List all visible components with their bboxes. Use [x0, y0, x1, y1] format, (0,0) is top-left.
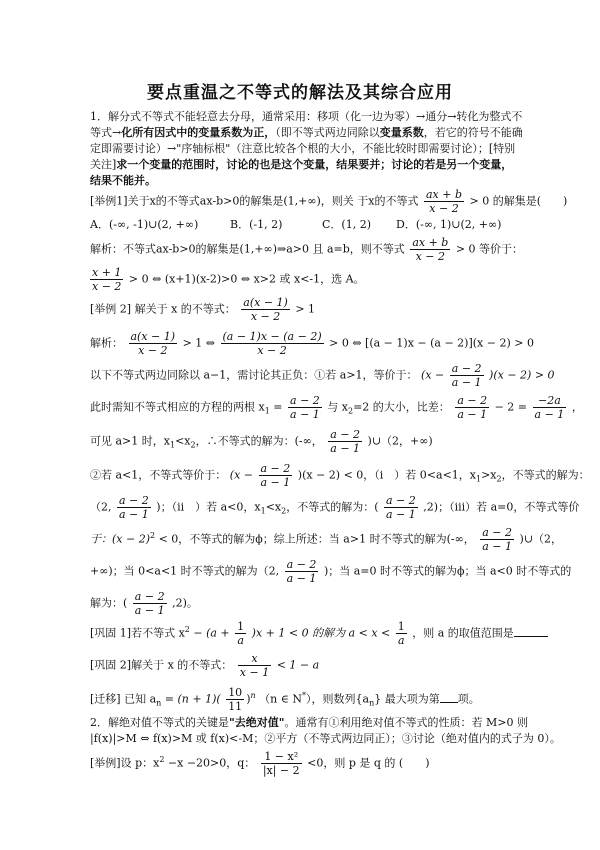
text: 项。 [457, 692, 480, 706]
numerator: a(x − 1) [130, 330, 176, 343]
text: ②若 a<1，不等式等价于： [90, 468, 227, 482]
example-2-step-6 [90, 494, 579, 521]
text: −x −20>0，q： [164, 756, 256, 770]
example-3 [90, 750, 430, 777]
superscript: 2 [159, 754, 165, 764]
text: ，不等式的解为： [501, 468, 590, 482]
fraction [288, 394, 322, 421]
denominator: a − 1 [534, 408, 565, 421]
text: )；当 a=0 时不等式的解为ϕ；当 a<0 时不等式的 [323, 564, 572, 578]
fraction [450, 362, 484, 389]
bold-text: "去绝对值" [229, 716, 285, 729]
superscript: * [302, 690, 306, 700]
text: [迁移] 已知 a [90, 692, 157, 706]
numerator: a − 2 [286, 558, 317, 571]
text: < 0，不等式的解为ϕ；综上所述：当 a>1 时不等式的解为(-∞， [155, 532, 475, 546]
example-2-step-9 [90, 590, 198, 617]
text: ,2)；（iii）若 a=0，不等式等价 [423, 500, 580, 514]
text: 解析：不等式ax-b>0的解集是(1,+∞)⇒a>0 且 a=b，则不等式 [90, 242, 405, 256]
denominator: a − 1 [386, 508, 416, 521]
text: [举例 2] 解关于 x 的不等式： [90, 302, 236, 316]
text: （n ∈ N [259, 692, 302, 706]
subscript: 2 [496, 474, 502, 484]
text: （2, [90, 500, 112, 514]
denominator: a − 1 [330, 442, 361, 455]
denominator: a − 1 [119, 508, 149, 521]
subscript: 1 [260, 506, 266, 516]
subscript: 1 [264, 406, 270, 416]
numerator: a − 2 [451, 362, 482, 375]
intro-text: 等式→ [90, 126, 122, 139]
fraction [480, 526, 514, 553]
intro-text: （即不等式两边同除以 [275, 126, 380, 139]
text: [巩固 1]若不等式 x [90, 626, 185, 640]
numerator: x [238, 652, 271, 666]
option-d: D．(-∞, 1)∪(2, +∞) [396, 218, 502, 231]
superscript: n [250, 690, 256, 700]
example-2-question [90, 296, 315, 323]
example-2-step-1 [90, 330, 534, 357]
denominator: x − 2 [257, 344, 287, 357]
numerator: x + 1 [92, 266, 122, 279]
numerator: ax + b [412, 236, 449, 249]
denominator: a − 1 [482, 540, 513, 553]
numerator: 10 [228, 686, 243, 699]
text: )∪（2，+∞) [367, 434, 433, 448]
text: 于：(x − 2) [90, 532, 150, 546]
fraction [90, 266, 123, 293]
numerator: 1 [397, 620, 405, 633]
denominator: x − 2 [415, 250, 446, 263]
text: 解析： [90, 336, 123, 350]
text: ) [246, 692, 251, 706]
example-1-solution-2 [90, 266, 365, 293]
example-2-step-8 [90, 558, 571, 585]
text: 以下不等式两边同除以 a−1，需讨论其正负：①若 a>1，等价于： [90, 368, 418, 382]
fraction [396, 620, 407, 647]
text: 解为：( [90, 596, 128, 610]
numerator: a − 2 [260, 462, 291, 475]
page-title: 要点重温之不等式的解法及其综合应用 [147, 83, 453, 103]
text: ，∴不等式的解为：(-∞， [195, 434, 323, 448]
example-2-step-2 [90, 362, 555, 389]
text: =2 的大小，比差： [353, 400, 450, 414]
text: 2．解绝对值不等式的关键是 [90, 716, 229, 729]
example-1-question [90, 188, 567, 215]
fraction [285, 558, 319, 585]
text: (x − [421, 368, 445, 382]
text: [巩固 2]解关于 x 的不等式： [90, 658, 233, 672]
denominator: x − 2 [92, 280, 122, 293]
subscript: n [156, 698, 162, 708]
text: >x [481, 468, 497, 482]
fraction [455, 394, 489, 421]
intro-line-3: 定即需要讨论）→"序轴标根"（注意比较各个根的大小，不能比较时即需要讨论）；[特别 [90, 142, 516, 155]
text: <x [265, 500, 282, 514]
fraction [235, 620, 246, 647]
denominator: a − 1 [290, 408, 320, 421]
fraction [117, 494, 151, 521]
fraction [241, 296, 290, 323]
example-2-step-4 [90, 428, 433, 455]
fraction [328, 428, 362, 455]
numerator: −2a [533, 394, 567, 408]
text: > 0 ⇔ [(a − 1)x − (a − 2)](x − 2) > 0 [329, 336, 534, 350]
denominator: x − 1 [239, 666, 270, 679]
option-a: A．(-∞, -1)∪(2, +∞) [90, 218, 199, 231]
subscript: 2 [348, 406, 354, 416]
numerator: a − 2 [482, 526, 513, 539]
denominator: x − 2 [250, 310, 281, 323]
intro-text: 关注] [90, 158, 117, 171]
part-2-line-2: |f(x)|>M ⇔ f(x)>M 或 f(x)<-M；②平方（不等式两边同正）；③讨论（绝对值内的式子为 0）。 [90, 732, 561, 745]
denominator: a − 1 [134, 604, 165, 617]
text: 。通常有①利用绝对值不等式的性质：若 M>0 则 [284, 716, 528, 729]
subscript: 1 [169, 440, 176, 450]
denominator: a − 1 [260, 476, 291, 489]
text: ，不等式的解为：( [286, 500, 379, 514]
intro-bold: 求一个变量的范围时，讨论的也是这个变量，结果要并；讨论的若是另一个变量， [116, 158, 513, 171]
text: 可见 a>1 时，x [90, 434, 170, 448]
fraction [533, 394, 567, 421]
intro-bold: 变量系数 [379, 126, 424, 139]
text: } 最大项为第 [374, 692, 440, 706]
fraction [226, 686, 244, 713]
subscript: 1 [475, 474, 482, 484]
intro-text: ，若它的符号不能确 [423, 126, 523, 139]
consolidate-1 [90, 620, 548, 647]
denominator: a − 1 [457, 408, 488, 421]
intro-line-1: 1．解分式不等式不能轻意去分母，通常采用：移项（化一边为零）→通分→转化为整式不 [90, 110, 523, 123]
denominator: a [397, 634, 405, 647]
numerator: a − 2 [290, 394, 320, 407]
numerator: a − 2 [386, 494, 416, 507]
fraction [384, 494, 418, 521]
text: > 1 ⇔ [182, 336, 215, 350]
denominator: a [237, 634, 244, 647]
denominator: a − 1 [286, 572, 317, 585]
text: [举例1]关于x的不等式ax-b>0的解集是(1,+∞)，则关 于x的不等式 [90, 194, 419, 208]
text: > 1 [295, 302, 316, 316]
text: )(x − 2) > 0 [489, 368, 555, 382]
fraction [133, 590, 167, 617]
superscript: 2 [184, 624, 190, 634]
consolidate-2 [90, 652, 319, 679]
text: < 1 − a [276, 658, 320, 672]
example-2-step-3 [90, 394, 583, 421]
numerator: a(x − 1) [243, 296, 288, 309]
numerator: a − 2 [134, 590, 165, 603]
example-2-step-7 [90, 526, 562, 553]
intro-line-2 [90, 126, 523, 140]
text: 此时需知不等式相应的方程的两根 x [90, 400, 265, 414]
transfer-problem [90, 686, 480, 713]
text: = [269, 400, 283, 414]
denominator: x − 2 [138, 344, 168, 357]
subscript: 2 [190, 440, 196, 450]
text: > 0 的解集是( ) [469, 194, 568, 208]
numerator: 1 − x² [261, 750, 302, 764]
text: [举例]设 p：x [90, 756, 160, 770]
numerator: a − 2 [119, 494, 149, 507]
denominator: x − 2 [429, 202, 459, 215]
numerator: ax + b [425, 188, 462, 201]
example-1-solution [90, 236, 523, 263]
denominator: |x| − 2 [262, 764, 300, 777]
text: − 2 = [494, 400, 528, 414]
text: = (n + 1)( [161, 692, 221, 706]
text: <x [175, 434, 191, 448]
part-2-line-1 [90, 716, 528, 730]
subscript: 2 [281, 506, 287, 516]
fraction [424, 188, 464, 215]
intro-line-5: 结果不能并。 [90, 174, 156, 187]
answer-blank[interactable] [514, 626, 548, 637]
text: ），则数列{a [306, 692, 370, 706]
text: )x + 1 < 0 的解为 a < x < [251, 626, 391, 640]
text: <0，则 p 是 q 的 ( ) [307, 756, 430, 770]
fraction [221, 330, 324, 357]
denominator: 11 [228, 700, 243, 713]
text: ， [571, 400, 583, 414]
superscript: 2 [150, 530, 156, 540]
text: )；（ii ）若 a<0，x [156, 500, 261, 514]
subscript: n [369, 698, 375, 708]
fraction [261, 750, 302, 777]
numerator: a − 2 [457, 394, 488, 407]
text: > 0 ⇔ (x+1)(x-2)>0 ⇔ x>2 或 x<-1，选 A。 [128, 272, 365, 286]
text: > 0 等价于： [455, 242, 524, 256]
fraction [238, 652, 271, 679]
fraction [410, 236, 450, 263]
denominator: a − 1 [451, 376, 482, 389]
option-c: C．(1, 2) [322, 218, 371, 231]
text: ,2)。 [172, 596, 198, 610]
text: − (a + [189, 626, 230, 640]
fraction [129, 330, 178, 357]
intro-bold: 化所有因式中的变量系数为正， [121, 126, 276, 139]
text: ，则 a 的取值范围是 [412, 626, 514, 640]
fraction [259, 462, 293, 489]
text: +∞)；当 0<a<1 时不等式的解为（2, [90, 564, 280, 578]
intro-line-4 [90, 158, 512, 172]
numerator: a − 2 [330, 428, 361, 441]
text: 与 x [327, 400, 348, 414]
text: (x − [229, 468, 253, 482]
option-b: B．(-1, 2) [230, 218, 283, 231]
text: )(x − 2) < 0，（i ）若 0<a<1，x [297, 468, 476, 482]
numerator: 1 [237, 620, 245, 633]
example-2-step-5 [90, 462, 590, 489]
answer-blank[interactable] [440, 692, 458, 703]
text: )∪（2， [519, 532, 563, 546]
numerator: (a − 1)x − (a − 2) [222, 330, 322, 343]
